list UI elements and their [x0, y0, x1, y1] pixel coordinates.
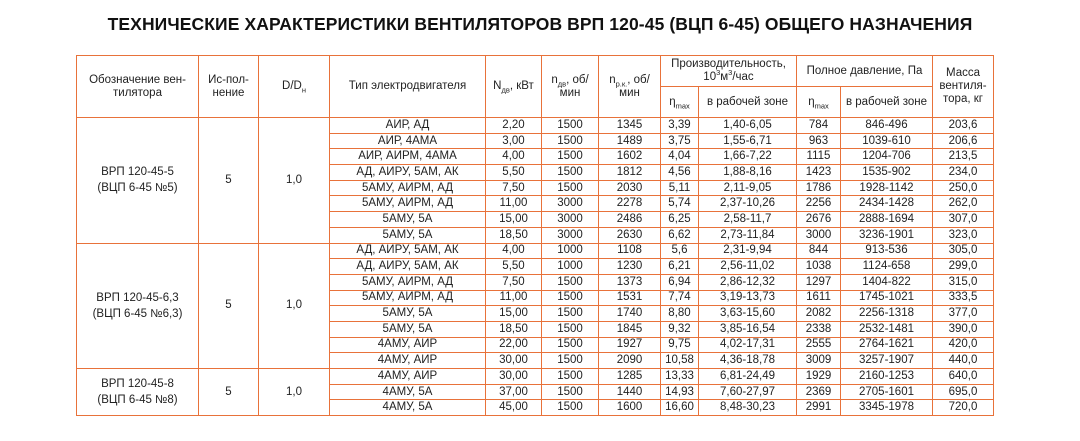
pressure-max-cell: 1115	[797, 149, 841, 165]
mass-cell: 333,5	[933, 290, 994, 306]
mass-cell: 695,0	[933, 384, 994, 400]
header-capacity-sup2: 3	[728, 68, 733, 78]
execution-cell: 5	[199, 118, 259, 244]
power-cell: 30,00	[486, 369, 542, 385]
header-rk-unit: , об/мин	[619, 73, 650, 99]
pressure-zone-cell: 2532-1481	[841, 321, 933, 337]
pressure-zone-cell: 846-496	[841, 118, 933, 134]
power-cell: 37,00	[486, 384, 542, 400]
motor-cell: 5АМУ, АИРМ, АД	[330, 274, 486, 290]
rk-speed-cell: 2486	[599, 212, 661, 228]
motor-cell: 4АМУ, АИР	[330, 337, 486, 353]
speed-cell: 3000	[542, 227, 599, 243]
header-capacity	[661, 56, 797, 87]
pressure-zone-cell: 2888-1694	[841, 212, 933, 228]
capacity-eta-cell: 9,75	[661, 337, 699, 353]
capacity-zone-cell: 2,58-11,7	[699, 212, 797, 228]
mass-cell: 307,0	[933, 212, 994, 228]
capacity-zone-cell: 3,85-16,54	[699, 321, 797, 337]
power-cell: 7,50	[486, 274, 542, 290]
capacity-eta-cell: 6,62	[661, 227, 699, 243]
rk-speed-cell: 2278	[599, 196, 661, 212]
capacity-zone-cell: 1,66-7,22	[699, 149, 797, 165]
motor-cell: 4АМУ, АИР	[330, 369, 486, 385]
capacity-eta-cell: 13,33	[661, 369, 699, 385]
header-eta-main: η	[808, 95, 815, 108]
motor-cell: АИР, АИРМ, 4АМА	[330, 149, 486, 165]
power-cell: 18,50	[486, 227, 542, 243]
speed-cell: 1500	[542, 384, 599, 400]
mass-cell: 305,0	[933, 243, 994, 259]
fan-designation: ВРП 120-45-8	[101, 378, 174, 391]
speed-cell: 3000	[542, 212, 599, 228]
power-cell: 45,00	[486, 400, 542, 416]
header-capacity-unit: /час	[732, 71, 754, 83]
header-dd	[259, 56, 330, 118]
mass-cell: 720,0	[933, 400, 994, 416]
header-dd-sub: н	[301, 85, 306, 95]
fan-designation-cell	[77, 369, 199, 416]
pressure-max-cell: 1297	[797, 274, 841, 290]
capacity-eta-cell: 3,39	[661, 118, 699, 134]
header-eta-main: η	[669, 95, 676, 108]
header-speed-sub: дв	[557, 78, 567, 88]
capacity-eta-cell: 6,25	[661, 212, 699, 228]
header-capacity-post: м	[720, 71, 729, 83]
speed-cell: 1500	[542, 369, 599, 385]
page-title: ТЕХНИЧЕСКИЕ ХАРАКТЕРИСТИКИ ВЕНТИЛЯТОРОВ ВРП 120-45 (ВЦП 6-45) ОБЩЕГО НАЗНАЧЕНИЯ	[107, 14, 973, 34]
capacity-zone-cell: 6,81-24,49	[699, 369, 797, 385]
capacity-eta-cell: 9,32	[661, 321, 699, 337]
header-capacity-zone: в рабочей зоне	[699, 87, 797, 118]
capacity-eta-cell: 14,93	[661, 384, 699, 400]
capacity-zone-cell: 2,86-12,32	[699, 274, 797, 290]
capacity-zone-cell: 4,36-18,78	[699, 353, 797, 369]
capacity-zone-cell: 8,48-30,23	[699, 400, 797, 416]
rk-speed-cell: 2030	[599, 180, 661, 196]
speed-cell: 3000	[542, 196, 599, 212]
capacity-zone-cell: 2,31-9,94	[699, 243, 797, 259]
pressure-zone-cell: 913-536	[841, 243, 933, 259]
pressure-max-cell: 3009	[797, 353, 841, 369]
power-cell: 4,00	[486, 243, 542, 259]
pressure-max-cell: 784	[797, 118, 841, 134]
capacity-zone-cell: 3,19-13,73	[699, 290, 797, 306]
speed-cell: 1500	[542, 400, 599, 416]
speed-cell: 1500	[542, 321, 599, 337]
mass-cell: 206,6	[933, 133, 994, 149]
rk-speed-cell: 1531	[599, 290, 661, 306]
mass-cell: 390,0	[933, 321, 994, 337]
capacity-eta-cell: 4,04	[661, 149, 699, 165]
mass-cell: 203,6	[933, 118, 994, 134]
rk-speed-cell: 2090	[599, 353, 661, 369]
rk-speed-cell: 1602	[599, 149, 661, 165]
pressure-zone-cell: 1745-1021	[841, 290, 933, 306]
capacity-eta-cell: 8,80	[661, 306, 699, 322]
motor-cell: АИР, АД	[330, 118, 486, 134]
dd-cell: 1,0	[259, 118, 330, 244]
motor-cell: 4АМУ, 5А	[330, 400, 486, 416]
mass-cell: 420,0	[933, 337, 994, 353]
header-power-sub: дв	[501, 85, 510, 95]
pressure-zone-cell: 2764-1621	[841, 337, 933, 353]
pressure-max-cell: 2082	[797, 306, 841, 322]
fan-designation-cell	[77, 243, 199, 369]
pressure-max-cell: 1611	[797, 290, 841, 306]
header-execution: Ис-пол-нение	[199, 56, 259, 118]
capacity-zone-cell: 4,02-17,31	[699, 337, 797, 353]
power-cell: 7,50	[486, 180, 542, 196]
header-capacity-pre: Производительность, 10	[671, 58, 786, 83]
dd-cell: 1,0	[259, 369, 330, 416]
rk-speed-cell: 1108	[599, 243, 661, 259]
capacity-zone-cell: 1,88-8,16	[699, 165, 797, 181]
speed-cell: 1500	[542, 274, 599, 290]
power-cell: 5,50	[486, 259, 542, 275]
power-cell: 4,00	[486, 149, 542, 165]
header-speed	[542, 56, 599, 118]
table-header	[77, 56, 994, 118]
pressure-zone-cell: 3236-1901	[841, 227, 933, 243]
pressure-zone-cell: 1204-706	[841, 149, 933, 165]
capacity-eta-cell: 5,11	[661, 180, 699, 196]
pressure-max-cell: 844	[797, 243, 841, 259]
header-pressure-zone: в рабочей зоне	[841, 87, 933, 118]
capacity-eta-cell: 3,75	[661, 133, 699, 149]
rk-speed-cell: 1812	[599, 165, 661, 181]
rk-speed-cell: 1600	[599, 400, 661, 416]
pressure-zone-cell: 2160-1253	[841, 369, 933, 385]
capacity-zone-cell: 1,55-6,71	[699, 133, 797, 149]
capacity-eta-cell: 7,74	[661, 290, 699, 306]
pressure-zone-cell: 1039-610	[841, 133, 933, 149]
motor-cell: 5АМУ, 5А	[330, 321, 486, 337]
power-cell: 15,00	[486, 212, 542, 228]
pressure-zone-cell: 1404-822	[841, 274, 933, 290]
speed-cell: 1500	[542, 133, 599, 149]
pressure-max-cell: 2256	[797, 196, 841, 212]
motor-cell: АИР, 4АМА	[330, 133, 486, 149]
fan-designation-alt: (ВЦП 6-45 №8)	[97, 394, 178, 407]
mass-cell: 640,0	[933, 369, 994, 385]
mass-cell: 234,0	[933, 165, 994, 181]
header-power-main: N	[493, 80, 502, 92]
header-pressure-eta	[797, 87, 841, 118]
mass-cell: 323,0	[933, 227, 994, 243]
motor-cell: 5АМУ, АИРМ, АД	[330, 196, 486, 212]
capacity-zone-cell: 2,37-10,26	[699, 196, 797, 212]
header-speed-main: n	[551, 73, 558, 86]
pressure-zone-cell: 1928-1142	[841, 180, 933, 196]
capacity-zone-cell: 2,56-11,02	[699, 259, 797, 275]
rk-speed-cell: 1285	[599, 369, 661, 385]
pressure-max-cell: 1038	[797, 259, 841, 275]
rk-speed-cell: 1345	[599, 118, 661, 134]
rk-speed-cell: 1845	[599, 321, 661, 337]
header-power	[486, 56, 542, 118]
pressure-zone-cell: 3257-1907	[841, 353, 933, 369]
pressure-max-cell: 963	[797, 133, 841, 149]
motor-cell: АД, АИРУ, 5АМ, АК	[330, 259, 486, 275]
header-motor-type: Тип электродвигателя	[330, 56, 486, 118]
header-capacity-sup: 3	[716, 68, 721, 78]
mass-cell: 250,0	[933, 180, 994, 196]
power-cell: 11,00	[486, 290, 542, 306]
pressure-max-cell: 2676	[797, 212, 841, 228]
table-row	[77, 369, 994, 385]
speed-cell: 1500	[542, 180, 599, 196]
pressure-zone-cell: 3345-1978	[841, 400, 933, 416]
capacity-eta-cell: 6,21	[661, 259, 699, 275]
rk-speed-cell: 1373	[599, 274, 661, 290]
fan-designation-alt: (ВЦП 6-45 №6,3)	[92, 307, 183, 320]
pressure-zone-cell: 2256-1318	[841, 306, 933, 322]
dd-cell: 1,0	[259, 243, 330, 369]
motor-cell: 5АМУ, АИРМ, АД	[330, 290, 486, 306]
mass-cell: 440,0	[933, 353, 994, 369]
capacity-eta-cell: 4,56	[661, 165, 699, 181]
motor-cell: 4АМУ, 5А	[330, 384, 486, 400]
speed-cell: 1500	[542, 353, 599, 369]
rk-speed-cell: 1230	[599, 259, 661, 275]
header-dd-main: D/D	[282, 80, 302, 92]
header-power-unit: , кВт	[509, 80, 534, 92]
table-body	[77, 118, 994, 416]
power-cell: 3,00	[486, 133, 542, 149]
capacity-zone-cell: 2,73-11,84	[699, 227, 797, 243]
motor-cell: 5АМУ, АИРМ, АД	[330, 180, 486, 196]
capacity-eta-cell: 16,60	[661, 400, 699, 416]
pressure-zone-cell: 1535-902	[841, 165, 933, 181]
rk-speed-cell: 1927	[599, 337, 661, 353]
power-cell: 5,50	[486, 165, 542, 181]
table-row	[77, 118, 994, 134]
header-capacity-eta	[661, 87, 699, 118]
header-eta-sub: max	[814, 100, 829, 110]
pressure-max-cell: 2338	[797, 321, 841, 337]
speed-cell: 1500	[542, 118, 599, 134]
speed-cell: 1000	[542, 259, 599, 275]
speed-cell: 1500	[542, 306, 599, 322]
power-cell: 30,00	[486, 353, 542, 369]
execution-cell: 5	[199, 243, 259, 369]
pressure-max-cell: 3000	[797, 227, 841, 243]
capacity-eta-cell: 5,74	[661, 196, 699, 212]
capacity-zone-cell: 1,40-6,05	[699, 118, 797, 134]
speed-cell: 1500	[542, 290, 599, 306]
motor-cell: 5АМУ, 5А	[330, 212, 486, 228]
capacity-zone-cell: 2,11-9,05	[699, 180, 797, 196]
pressure-max-cell: 2369	[797, 384, 841, 400]
pressure-zone-cell: 2705-1601	[841, 384, 933, 400]
mass-cell: 213,5	[933, 149, 994, 165]
header-rk-main: n	[609, 73, 616, 86]
mass-cell: 377,0	[933, 306, 994, 322]
motor-cell: АД, АИРУ, 5АМ, АК	[330, 165, 486, 181]
rk-speed-cell: 1740	[599, 306, 661, 322]
motor-cell: АД, АИРУ, 5АМ, АК	[330, 243, 486, 259]
pressure-max-cell: 1423	[797, 165, 841, 181]
pressure-max-cell: 2555	[797, 337, 841, 353]
speed-cell: 1500	[542, 337, 599, 353]
power-cell: 15,00	[486, 306, 542, 322]
fan-designation: ВРП 120-45-6,3	[96, 291, 179, 304]
capacity-eta-cell: 10,58	[661, 353, 699, 369]
mass-cell: 299,0	[933, 259, 994, 275]
pressure-max-cell: 1786	[797, 180, 841, 196]
table-row	[77, 243, 994, 259]
power-cell: 18,50	[486, 321, 542, 337]
power-cell: 11,00	[486, 196, 542, 212]
fan-designation: ВРП 120-45-5	[101, 166, 174, 179]
header-pressure: Полное давление, Па	[797, 56, 933, 87]
capacity-zone-cell: 3,63-15,60	[699, 306, 797, 322]
spec-table	[76, 55, 994, 416]
power-cell: 2,20	[486, 118, 542, 134]
fan-designation-alt: (ВЦП 6-45 №5)	[97, 182, 178, 195]
speed-cell: 1000	[542, 243, 599, 259]
pressure-zone-cell: 1124-658	[841, 259, 933, 275]
motor-cell: 5АМУ, 5А	[330, 306, 486, 322]
rk-speed-cell: 1489	[599, 133, 661, 149]
execution-cell: 5	[199, 369, 259, 416]
motor-cell: 5АМУ, 5А	[330, 227, 486, 243]
pressure-zone-cell: 2434-1428	[841, 196, 933, 212]
mass-cell: 315,0	[933, 274, 994, 290]
header-eta-sub: max	[675, 100, 690, 110]
pressure-max-cell: 1929	[797, 369, 841, 385]
power-cell: 22,00	[486, 337, 542, 353]
fan-designation-cell	[77, 118, 199, 244]
capacity-zone-cell: 7,60-27,97	[699, 384, 797, 400]
rk-speed-cell: 1440	[599, 384, 661, 400]
motor-cell: 4АМУ, АИР	[330, 353, 486, 369]
header-rk-speed	[599, 56, 661, 118]
speed-cell: 1500	[542, 149, 599, 165]
pressure-max-cell: 2991	[797, 400, 841, 416]
header-speed-unit: , об/мин	[559, 73, 589, 99]
header-designation: Обозначение вен-тилятора	[77, 56, 199, 118]
header-rk-sub: р.к.	[615, 78, 628, 88]
header-mass: Масса вентиля-тора, кг	[933, 56, 994, 118]
rk-speed-cell: 2630	[599, 227, 661, 243]
speed-cell: 1500	[542, 165, 599, 181]
mass-cell: 262,0	[933, 196, 994, 212]
capacity-eta-cell: 6,94	[661, 274, 699, 290]
capacity-eta-cell: 5,6	[661, 243, 699, 259]
